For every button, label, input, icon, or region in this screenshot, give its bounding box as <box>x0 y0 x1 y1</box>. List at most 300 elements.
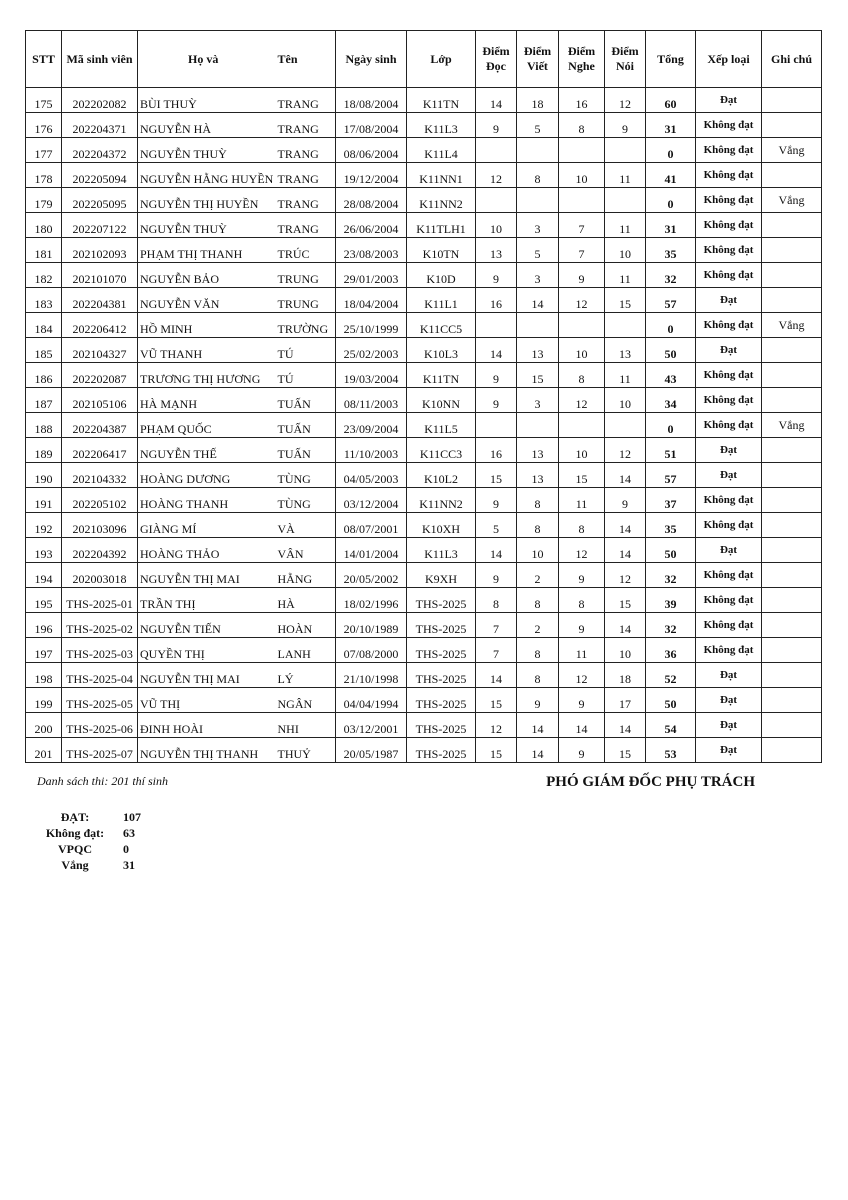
cell-ngay-sinh: 25/10/1999 <box>336 313 407 338</box>
cell-ma-sinh-vien: 202105106 <box>62 388 138 413</box>
count-note: Danh sách thi: 201 thí sinh <box>37 774 168 788</box>
cell-ngay-sinh: 26/06/2004 <box>336 213 407 238</box>
cell-diem-nghe: 9 <box>559 263 605 288</box>
cell-ghi-chu <box>762 688 822 713</box>
cell-stt: 192 <box>26 513 62 538</box>
cell-diem-doc <box>476 313 517 338</box>
cell-tong: 36 <box>646 638 696 663</box>
cell-diem-viet <box>517 413 559 438</box>
cell-ten: TRANG <box>278 88 336 113</box>
cell-tong: 32 <box>646 263 696 288</box>
cell-ma-sinh-vien: 202003018 <box>62 563 138 588</box>
cell-ngay-sinh: 25/02/2003 <box>336 338 407 363</box>
cell-ho-va: NGUYỄN HẰNG HUYỀN <box>138 163 278 188</box>
cell-tong: 0 <box>646 188 696 213</box>
cell-tong: 50 <box>646 688 696 713</box>
cell-ma-sinh-vien: 202206417 <box>62 438 138 463</box>
cell-stt: 180 <box>26 213 62 238</box>
cell-ten: LANH <box>278 638 336 663</box>
cell-ten: TÙNG <box>278 488 336 513</box>
cell-ghi-chu <box>762 338 822 363</box>
cell-lop: K10NN <box>407 388 476 413</box>
table-row <box>26 313 822 338</box>
cell-xep-loai: Đạt <box>696 713 762 738</box>
cell-diem-doc: 14 <box>476 663 517 688</box>
cell-lop: K11TLH1 <box>407 213 476 238</box>
cell-diem-nghe: 11 <box>559 488 605 513</box>
cell-diem-nghe: 8 <box>559 513 605 538</box>
signatory-title: PHÓ GIÁM ĐỐC PHỤ TRÁCH <box>546 774 755 790</box>
cell-lop: K9XH <box>407 563 476 588</box>
cell-ho-va: NGUYỄN HÀ <box>138 113 278 138</box>
results-table <box>25 30 822 763</box>
cell-diem-nghe: 8 <box>559 363 605 388</box>
cell-tong: 0 <box>646 413 696 438</box>
cell-tong: 50 <box>646 338 696 363</box>
cell-diem-doc: 15 <box>476 688 517 713</box>
cell-stt: 178 <box>26 163 62 188</box>
cell-diem-viet: 8 <box>517 588 559 613</box>
cell-ten: HẰNG <box>278 563 336 588</box>
stat-vang <box>35 857 848 873</box>
cell-ten: TRÚC <box>278 238 336 263</box>
table-row <box>26 738 822 763</box>
table-row <box>26 413 822 438</box>
cell-ma-sinh-vien: 202204372 <box>62 138 138 163</box>
cell-diem-noi: 14 <box>605 613 646 638</box>
cell-ma-sinh-vien: 202205094 <box>62 163 138 188</box>
cell-stt: 196 <box>26 613 62 638</box>
cell-xep-loai: Không đạt <box>696 638 762 663</box>
cell-ghi-chu <box>762 463 822 488</box>
cell-lop: K10D <box>407 263 476 288</box>
cell-ten: TRANG <box>278 213 336 238</box>
cell-xep-loai: Đạt <box>696 438 762 463</box>
cell-stt: 188 <box>26 413 62 438</box>
cell-xep-loai: Không đạt <box>696 363 762 388</box>
cell-tong: 52 <box>646 663 696 688</box>
cell-diem-viet: 14 <box>517 713 559 738</box>
table-row <box>26 663 822 688</box>
cell-tong: 43 <box>646 363 696 388</box>
table-row <box>26 163 822 188</box>
cell-diem-doc: 16 <box>476 288 517 313</box>
cell-ghi-chu <box>762 388 822 413</box>
header-noi: Điểm Nói <box>605 31 646 88</box>
cell-diem-nghe: 12 <box>559 388 605 413</box>
cell-ho-va: TRƯƠNG THỊ HƯƠNG <box>138 363 278 388</box>
cell-ten: TRANG <box>278 163 336 188</box>
cell-lop: THS-2025 <box>407 638 476 663</box>
cell-diem-viet: 14 <box>517 738 559 763</box>
cell-diem-noi: 11 <box>605 163 646 188</box>
cell-ten: TRANG <box>278 138 336 163</box>
table-row <box>26 263 822 288</box>
cell-tong: 0 <box>646 313 696 338</box>
header-nghe: Điểm Nghe <box>559 31 605 88</box>
cell-stt: 186 <box>26 363 62 388</box>
cell-diem-viet: 13 <box>517 438 559 463</box>
cell-stt: 197 <box>26 638 62 663</box>
cell-stt: 190 <box>26 463 62 488</box>
cell-lop: THS-2025 <box>407 713 476 738</box>
cell-ghi-chu <box>762 438 822 463</box>
cell-ghi-chu <box>762 663 822 688</box>
cell-tong: 31 <box>646 113 696 138</box>
cell-ngay-sinh: 14/01/2004 <box>336 538 407 563</box>
cell-ghi-chu <box>762 288 822 313</box>
cell-ghi-chu <box>762 513 822 538</box>
cell-xep-loai: Đạt <box>696 663 762 688</box>
cell-xep-loai: Không đạt <box>696 488 762 513</box>
cell-ghi-chu <box>762 488 822 513</box>
cell-diem-viet: 14 <box>517 288 559 313</box>
cell-xep-loai: Không đạt <box>696 388 762 413</box>
cell-stt: 181 <box>26 238 62 263</box>
table-row <box>26 113 822 138</box>
cell-lop: THS-2025 <box>407 613 476 638</box>
cell-ho-va: NGUYỄN THỊ THANH <box>138 738 278 763</box>
cell-diem-noi: 15 <box>605 738 646 763</box>
cell-diem-noi <box>605 413 646 438</box>
cell-ho-va: HOÀNG THANH <box>138 488 278 513</box>
footer-row <box>37 773 797 791</box>
cell-ghi-chu <box>762 738 822 763</box>
cell-ten: TRANG <box>278 188 336 213</box>
cell-diem-viet: 18 <box>517 88 559 113</box>
cell-diem-noi: 13 <box>605 338 646 363</box>
cell-diem-nghe: 9 <box>559 738 605 763</box>
cell-diem-nghe: 9 <box>559 563 605 588</box>
cell-ho-va: NGUYỄN BẢO <box>138 263 278 288</box>
header-doc: Điểm Đọc <box>476 31 517 88</box>
cell-diem-nghe: 12 <box>559 538 605 563</box>
cell-ten: THUỶ <box>278 738 336 763</box>
table-row <box>26 388 822 413</box>
cell-diem-viet: 8 <box>517 663 559 688</box>
cell-stt: 201 <box>26 738 62 763</box>
cell-diem-doc: 14 <box>476 538 517 563</box>
cell-tong: 51 <box>646 438 696 463</box>
cell-ten: TUẤN <box>278 413 336 438</box>
cell-ngay-sinh: 04/04/1994 <box>336 688 407 713</box>
cell-stt: 175 <box>26 88 62 113</box>
cell-xep-loai: Đạt <box>696 88 762 113</box>
cell-tong: 34 <box>646 388 696 413</box>
cell-lop: K11NN2 <box>407 188 476 213</box>
cell-diem-nghe: 15 <box>559 463 605 488</box>
cell-ho-va: NGUYỄN THỊ MAI <box>138 563 278 588</box>
cell-xep-loai: Không đạt <box>696 263 762 288</box>
cell-ngay-sinh: 07/08/2000 <box>336 638 407 663</box>
cell-lop: K11CC5 <box>407 313 476 338</box>
cell-ho-va: HÀ MẠNH <box>138 388 278 413</box>
cell-ngay-sinh: 17/08/2004 <box>336 113 407 138</box>
cell-ma-sinh-vien: 202101070 <box>62 263 138 288</box>
cell-tong: 39 <box>646 588 696 613</box>
cell-diem-nghe: 12 <box>559 288 605 313</box>
cell-diem-noi: 15 <box>605 588 646 613</box>
cell-diem-noi: 11 <box>605 263 646 288</box>
table-row <box>26 713 822 738</box>
cell-ma-sinh-vien: 202104327 <box>62 338 138 363</box>
cell-diem-doc: 7 <box>476 638 517 663</box>
cell-diem-viet: 3 <box>517 263 559 288</box>
cell-lop: K11NN1 <box>407 163 476 188</box>
cell-ten: LÝ <box>278 663 336 688</box>
table-row <box>26 88 822 113</box>
cell-diem-doc: 16 <box>476 438 517 463</box>
cell-ma-sinh-vien: 202204392 <box>62 538 138 563</box>
cell-diem-viet: 15 <box>517 363 559 388</box>
cell-stt: 200 <box>26 713 62 738</box>
cell-ma-sinh-vien: THS-2025-01 <box>62 588 138 613</box>
cell-ho-va: NGUYỄN THUỲ <box>138 213 278 238</box>
cell-lop: K11TN <box>407 88 476 113</box>
cell-diem-doc: 13 <box>476 238 517 263</box>
cell-ho-va: QUYỀN THỊ <box>138 638 278 663</box>
cell-lop: K11TN <box>407 363 476 388</box>
cell-lop: K10TN <box>407 238 476 263</box>
cell-ngay-sinh: 23/09/2004 <box>336 413 407 438</box>
cell-ngay-sinh: 28/08/2004 <box>336 188 407 213</box>
cell-lop: K11NN2 <box>407 488 476 513</box>
cell-diem-noi: 17 <box>605 688 646 713</box>
cell-ngay-sinh: 19/03/2004 <box>336 363 407 388</box>
cell-stt: 199 <box>26 688 62 713</box>
cell-diem-doc: 14 <box>476 338 517 363</box>
cell-ma-sinh-vien: THS-2025-06 <box>62 713 138 738</box>
cell-ma-sinh-vien: THS-2025-03 <box>62 638 138 663</box>
cell-ten: TÙNG <box>278 463 336 488</box>
cell-diem-nghe: 10 <box>559 438 605 463</box>
cell-diem-viet: 5 <box>517 113 559 138</box>
stat-label: VPQC <box>58 842 92 856</box>
table-row <box>26 338 822 363</box>
cell-ngay-sinh: 03/12/2004 <box>336 488 407 513</box>
table-row <box>26 588 822 613</box>
cell-diem-noi: 14 <box>605 538 646 563</box>
cell-lop: K10L2 <box>407 463 476 488</box>
cell-diem-noi <box>605 138 646 163</box>
cell-diem-noi: 11 <box>605 213 646 238</box>
cell-diem-viet: 2 <box>517 563 559 588</box>
cell-xep-loai: Không đạt <box>696 413 762 438</box>
cell-diem-doc <box>476 188 517 213</box>
header-ngay-sinh: Ngày sinh <box>336 31 407 88</box>
cell-ghi-chu <box>762 638 822 663</box>
cell-ten: TÚ <box>278 338 336 363</box>
cell-diem-doc: 9 <box>476 363 517 388</box>
cell-xep-loai: Không đạt <box>696 613 762 638</box>
stat-dat <box>35 809 848 825</box>
cell-diem-doc: 9 <box>476 263 517 288</box>
table-row <box>26 488 822 513</box>
cell-tong: 50 <box>646 538 696 563</box>
cell-diem-nghe <box>559 413 605 438</box>
cell-ghi-chu <box>762 363 822 388</box>
header-stt: STT <box>26 31 62 88</box>
cell-xep-loai: Không đạt <box>696 138 762 163</box>
cell-xep-loai: Không đạt <box>696 213 762 238</box>
stat-vpqc <box>35 841 848 857</box>
cell-ho-va: NGUYỄN THỊ HUYỀN <box>138 188 278 213</box>
cell-ten: TRANG <box>278 113 336 138</box>
cell-diem-viet: 8 <box>517 163 559 188</box>
cell-ghi-chu: Vắng <box>762 413 822 438</box>
cell-diem-doc: 5 <box>476 513 517 538</box>
cell-tong: 32 <box>646 613 696 638</box>
cell-ngay-sinh: 11/10/2003 <box>336 438 407 463</box>
cell-diem-noi: 12 <box>605 438 646 463</box>
cell-diem-viet <box>517 188 559 213</box>
cell-ten: TRUNG <box>278 263 336 288</box>
cell-ho-va: HỒ MINH <box>138 313 278 338</box>
cell-ma-sinh-vien: THS-2025-02 <box>62 613 138 638</box>
cell-ma-sinh-vien: 202202087 <box>62 363 138 388</box>
cell-stt: 177 <box>26 138 62 163</box>
cell-diem-viet: 3 <box>517 213 559 238</box>
cell-diem-noi: 14 <box>605 713 646 738</box>
cell-ten: HÀ <box>278 588 336 613</box>
cell-tong: 53 <box>646 738 696 763</box>
cell-ma-sinh-vien: 202103096 <box>62 513 138 538</box>
cell-ten: NGÂN <box>278 688 336 713</box>
cell-diem-nghe: 16 <box>559 88 605 113</box>
stat-label: Vắng <box>61 858 89 872</box>
cell-tong: 41 <box>646 163 696 188</box>
cell-ten: TRUNG <box>278 288 336 313</box>
header-lop: Lớp <box>407 31 476 88</box>
cell-diem-viet <box>517 313 559 338</box>
cell-diem-nghe: 8 <box>559 113 605 138</box>
cell-diem-doc: 15 <box>476 738 517 763</box>
cell-ghi-chu <box>762 613 822 638</box>
cell-diem-nghe: 9 <box>559 688 605 713</box>
cell-stt: 185 <box>26 338 62 363</box>
cell-diem-noi: 15 <box>605 288 646 313</box>
table-row <box>26 238 822 263</box>
cell-xep-loai: Không đạt <box>696 563 762 588</box>
cell-ngay-sinh: 19/12/2004 <box>336 163 407 188</box>
cell-tong: 57 <box>646 288 696 313</box>
cell-diem-viet: 10 <box>517 538 559 563</box>
stat-value: 107 <box>123 810 141 824</box>
cell-ma-sinh-vien: 202204381 <box>62 288 138 313</box>
cell-xep-loai: Không đạt <box>696 113 762 138</box>
cell-ho-va: NGUYỄN VĂN <box>138 288 278 313</box>
cell-diem-nghe: 7 <box>559 238 605 263</box>
table-row <box>26 138 822 163</box>
cell-ho-va: PHẠM QUỐC <box>138 413 278 438</box>
cell-xep-loai: Không đạt <box>696 163 762 188</box>
header-viet: Điểm Viết <box>517 31 559 88</box>
cell-ghi-chu <box>762 563 822 588</box>
cell-ho-va: ĐINH HOÀI <box>138 713 278 738</box>
cell-ma-sinh-vien: 202104332 <box>62 463 138 488</box>
cell-diem-doc: 7 <box>476 613 517 638</box>
cell-stt: 182 <box>26 263 62 288</box>
cell-lop: K11L3 <box>407 113 476 138</box>
cell-diem-nghe: 12 <box>559 663 605 688</box>
cell-diem-viet: 3 <box>517 388 559 413</box>
cell-diem-noi: 10 <box>605 638 646 663</box>
cell-tong: 54 <box>646 713 696 738</box>
cell-ma-sinh-vien: 202206412 <box>62 313 138 338</box>
cell-diem-noi: 14 <box>605 463 646 488</box>
cell-ten: NHI <box>278 713 336 738</box>
table-body <box>26 88 822 763</box>
cell-lop: THS-2025 <box>407 663 476 688</box>
cell-xep-loai: Không đạt <box>696 513 762 538</box>
cell-diem-doc: 12 <box>476 163 517 188</box>
cell-xep-loai: Đạt <box>696 538 762 563</box>
cell-ho-va: NGUYỄN THUỲ <box>138 138 278 163</box>
cell-ho-va: TRẦN THỊ <box>138 588 278 613</box>
cell-ghi-chu <box>762 113 822 138</box>
cell-ten: HOÀN <box>278 613 336 638</box>
cell-diem-viet: 9 <box>517 688 559 713</box>
cell-lop: K11L1 <box>407 288 476 313</box>
cell-ho-va: PHẠM THỊ THANH <box>138 238 278 263</box>
cell-ma-sinh-vien: 202204371 <box>62 113 138 138</box>
cell-tong: 57 <box>646 463 696 488</box>
cell-diem-noi <box>605 188 646 213</box>
cell-xep-loai: Không đạt <box>696 313 762 338</box>
cell-ma-sinh-vien: 202205095 <box>62 188 138 213</box>
cell-ngay-sinh: 20/05/2002 <box>336 563 407 588</box>
cell-ghi-chu <box>762 238 822 263</box>
cell-diem-viet: 8 <box>517 488 559 513</box>
cell-tong: 37 <box>646 488 696 513</box>
cell-stt: 198 <box>26 663 62 688</box>
header-ghi-chu: Ghi chú <box>762 31 822 88</box>
cell-lop: THS-2025 <box>407 688 476 713</box>
cell-ghi-chu <box>762 713 822 738</box>
cell-ten: TRƯỜNG <box>278 313 336 338</box>
stat-value: 63 <box>123 826 135 840</box>
cell-diem-doc: 9 <box>476 388 517 413</box>
summary-stats <box>35 809 848 873</box>
cell-ngay-sinh: 20/05/1987 <box>336 738 407 763</box>
cell-ngay-sinh: 18/02/1996 <box>336 588 407 613</box>
cell-diem-noi: 10 <box>605 388 646 413</box>
cell-ma-sinh-vien: THS-2025-04 <box>62 663 138 688</box>
cell-lop: K10L3 <box>407 338 476 363</box>
cell-tong: 0 <box>646 138 696 163</box>
cell-ma-sinh-vien: 202202082 <box>62 88 138 113</box>
cell-ma-sinh-vien: 202207122 <box>62 213 138 238</box>
cell-xep-loai: Đạt <box>696 338 762 363</box>
cell-stt: 189 <box>26 438 62 463</box>
cell-stt: 184 <box>26 313 62 338</box>
cell-ten: TUẤN <box>278 388 336 413</box>
cell-diem-doc: 9 <box>476 488 517 513</box>
table-row <box>26 538 822 563</box>
cell-diem-doc: 15 <box>476 463 517 488</box>
cell-stt: 193 <box>26 538 62 563</box>
cell-ho-va: HOÀNG DƯƠNG <box>138 463 278 488</box>
cell-ghi-chu <box>762 588 822 613</box>
cell-ho-va: GIÀNG MÍ <box>138 513 278 538</box>
cell-diem-doc: 12 <box>476 713 517 738</box>
stat-khong-dat <box>35 825 848 841</box>
cell-tong: 35 <box>646 238 696 263</box>
cell-diem-nghe <box>559 138 605 163</box>
cell-diem-noi: 10 <box>605 238 646 263</box>
cell-diem-nghe: 8 <box>559 588 605 613</box>
cell-diem-doc: 10 <box>476 213 517 238</box>
